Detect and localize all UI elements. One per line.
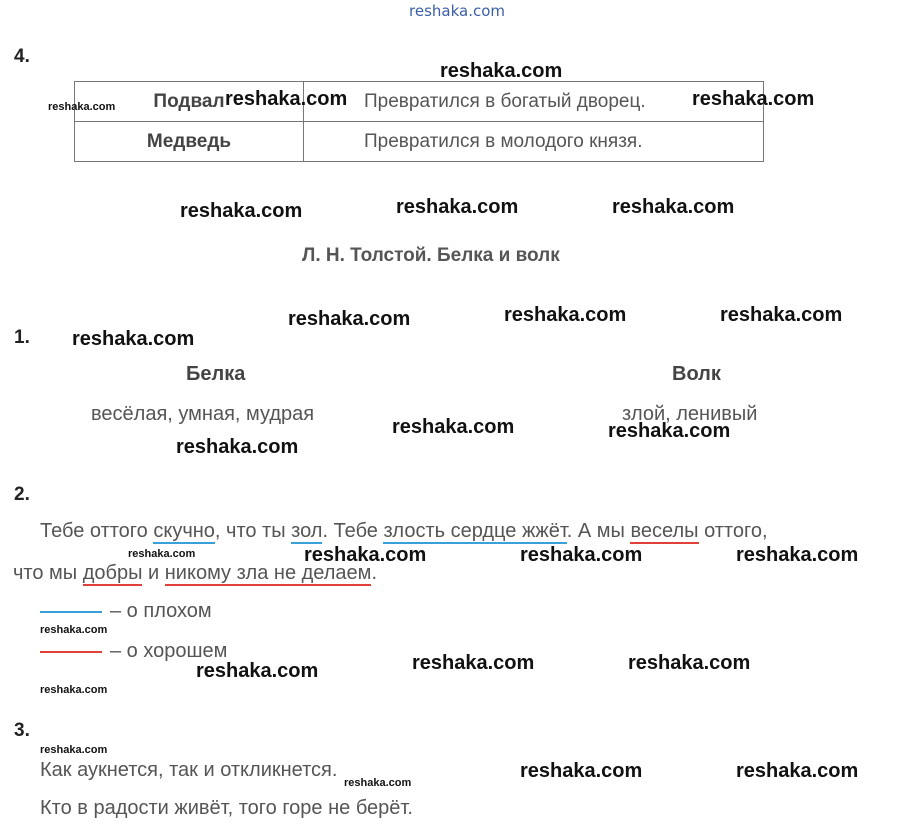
table-cell-item: Подвал <box>75 82 304 122</box>
watermark: reshaka.com <box>72 328 195 350</box>
task-4-number: 4. <box>14 46 30 67</box>
watermark: reshaka.com <box>196 660 319 682</box>
watermark: reshaka.com <box>304 544 427 566</box>
watermark-top: reshaka.com <box>409 2 505 20</box>
table-cell-transformation: Превратился в молодого князя. <box>304 122 764 162</box>
wolf-traits: злой, ленивый <box>622 403 758 425</box>
table-cell-transformation: Превратился в богатый дворец. <box>304 82 764 122</box>
underlined-good-word: добры <box>82 562 143 584</box>
watermark: reshaka.com <box>396 196 519 218</box>
watermark: reshaka.com <box>504 304 627 326</box>
task-3-number: 3. <box>14 720 30 741</box>
watermark: reshaka.com <box>720 304 843 326</box>
watermark: reshaka.com <box>520 544 643 566</box>
text-fragment: и <box>142 562 165 584</box>
underlined-bad-word: зол <box>291 520 323 542</box>
legend-bad <box>40 600 212 623</box>
watermark: reshaka.com <box>180 200 303 222</box>
red-line-marker <box>40 651 102 653</box>
watermark: reshaka.com <box>40 684 108 696</box>
squirrel-header: Белка <box>186 363 246 385</box>
watermark: reshaka.com <box>608 420 731 442</box>
underlined-good-phrase: никому зла не делаем <box>164 562 372 584</box>
watermark: reshaka.com <box>48 101 116 113</box>
text-fragment: . <box>371 562 377 584</box>
watermark: reshaka.com <box>40 624 108 636</box>
watermark: reshaka.com <box>612 196 735 218</box>
text-fragment: , что ты <box>214 520 292 542</box>
legend-good-label: – о хорошем <box>110 640 228 662</box>
underlined-bad-phrase: злость сердце жжёт <box>383 520 567 542</box>
watermark: reshaka.com <box>736 760 859 782</box>
table-row <box>75 122 764 162</box>
watermark: reshaka.com <box>628 652 751 674</box>
task-2-number: 2. <box>14 484 30 505</box>
table-cell-item: Медведь <box>75 122 304 162</box>
story-title: Л. Н. Толстой. Белка и волк <box>302 245 560 266</box>
watermark: reshaka.com <box>392 416 515 438</box>
text-fragment: . Тебе <box>322 520 384 542</box>
task-4-table <box>74 81 764 162</box>
watermark: reshaka.com <box>40 744 108 756</box>
underlined-good-word: веселы <box>630 520 699 542</box>
proverb-1: Как аукнется, так и откликнется. <box>40 759 338 781</box>
watermark: reshaka.com <box>288 308 411 330</box>
wolf-header: Волк <box>672 363 721 385</box>
table-row <box>75 82 764 122</box>
watermark: reshaka.com <box>520 760 643 782</box>
watermark: reshaka.com <box>176 436 299 458</box>
watermark: reshaka.com <box>440 60 563 82</box>
blue-line-marker <box>40 611 102 613</box>
watermark: reshaka.com <box>225 88 348 110</box>
underlined-bad-word: скучно <box>153 520 215 542</box>
watermark: reshaka.com <box>412 652 535 674</box>
text-fragment: что мы <box>13 562 83 584</box>
watermark: reshaka.com <box>692 88 815 110</box>
watermark: reshaka.com <box>736 544 859 566</box>
proverb-2: Кто в радости живёт, того горе не берёт. <box>40 797 413 819</box>
watermark: reshaka.com <box>344 777 412 789</box>
text-fragment: . А мы <box>566 520 631 542</box>
task-1-number: 1. <box>14 327 30 348</box>
text-fragment: Тебе оттого <box>40 520 154 542</box>
watermark: reshaka.com <box>128 548 196 560</box>
squirrel-traits: весёлая, умная, мудрая <box>91 403 315 425</box>
legend-bad-label: – о плохом <box>110 600 212 622</box>
text-fragment: оттого, <box>698 520 768 542</box>
task-2-text-line-1 <box>40 520 768 543</box>
